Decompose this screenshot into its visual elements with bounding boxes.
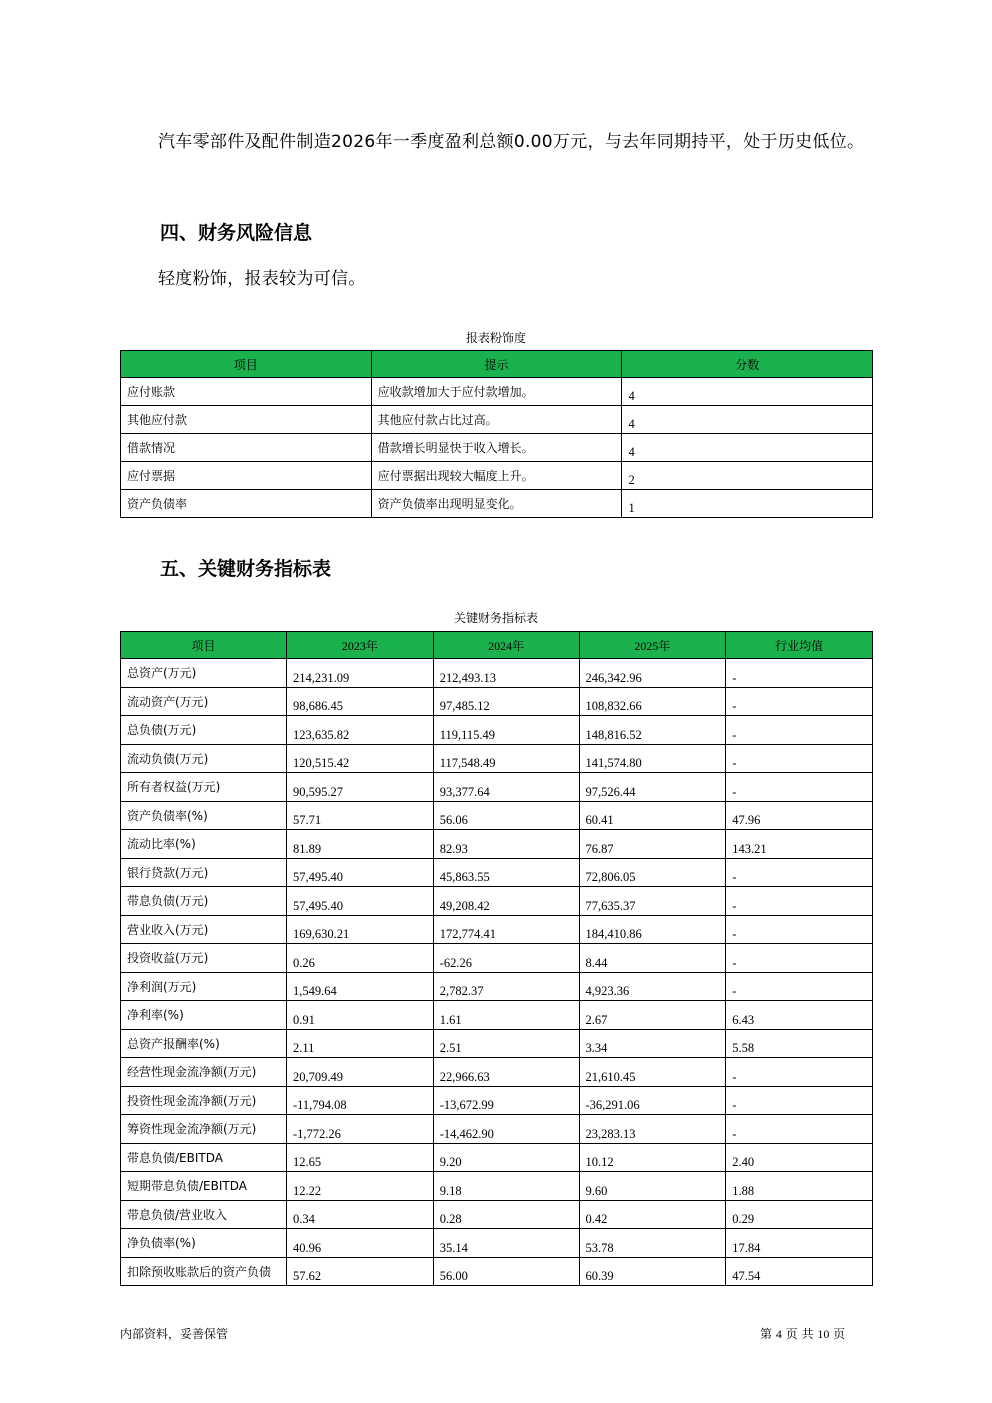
fin-cell-2023: 120,515.42: [286, 744, 433, 773]
fin-cell-2024: -13,672.99: [433, 1086, 579, 1115]
fin-cell-item: 资产负债率(%): [121, 801, 287, 830]
fin-cell-2023: 57.71: [286, 801, 433, 830]
fin-cell-item: 净利率(%): [121, 1001, 287, 1030]
fin-cell-2025: 9.60: [579, 1172, 726, 1201]
fin-cell-2023: 12.65: [286, 1143, 433, 1172]
fin-cell-2023: 20,709.49: [286, 1058, 433, 1087]
fin-cell-2024: 212,493.13: [433, 659, 579, 688]
fin-header-2025: 2025年: [579, 632, 726, 659]
page-current: 4: [775, 1327, 782, 1341]
fin-cell-2025: 72,806.05: [579, 858, 726, 887]
fin-cell-2023: 0.26: [286, 944, 433, 973]
fin-cell-2024: 9.18: [433, 1172, 579, 1201]
risk-cell-score: 2: [622, 462, 873, 490]
table-row: [121, 773, 873, 802]
fin-cell-2024: 2.51: [433, 1029, 579, 1058]
risk-header-score: 分数: [622, 351, 873, 378]
table-row: [121, 1143, 873, 1172]
fin-cell-2024: 45,863.55: [433, 858, 579, 887]
fin-cell-2023: 2.11: [286, 1029, 433, 1058]
risk-cell-score: 4: [622, 378, 873, 406]
section5-heading: 五、关键财务指标表: [160, 558, 332, 580]
fin-cell-industry-avg: 6.43: [726, 1001, 873, 1030]
fin-cell-2025: 8.44: [579, 944, 726, 973]
fin-cell-item: 带息负债/EBITDA: [121, 1143, 287, 1172]
fin-cell-item: 流动资产(万元): [121, 687, 287, 716]
risk-header-hint: 提示: [371, 351, 622, 378]
risk-cell-item: 应付账款: [121, 378, 372, 406]
fin-header-item: 项目: [121, 632, 287, 659]
fin-table-header-row: [121, 632, 873, 659]
fin-cell-2024: -62.26: [433, 944, 579, 973]
fin-cell-2024: 82.93: [433, 830, 579, 859]
fin-cell-industry-avg: 2.40: [726, 1143, 873, 1172]
fin-cell-2025: 0.42: [579, 1200, 726, 1229]
fin-cell-2025: 4,923.36: [579, 972, 726, 1001]
risk-cell-hint: 其他应付款占比过高。: [371, 406, 622, 434]
fin-cell-2025: 246,342.96: [579, 659, 726, 688]
fin-cell-industry-avg: 5.58: [726, 1029, 873, 1058]
table-row: [121, 858, 873, 887]
fin-cell-2023: 1,549.64: [286, 972, 433, 1001]
fin-cell-2023: 169,630.21: [286, 915, 433, 944]
fin-cell-industry-avg: -: [726, 944, 873, 973]
fin-cell-2024: -14,462.90: [433, 1115, 579, 1144]
table-row: [121, 744, 873, 773]
fin-cell-item: 银行贷款(万元): [121, 858, 287, 887]
fin-cell-item: 流动比率(%): [121, 830, 287, 859]
section4-heading: 四、财务风险信息: [160, 222, 313, 244]
fin-cell-item: 净利润(万元): [121, 972, 287, 1001]
fin-cell-2024: 172,774.41: [433, 915, 579, 944]
table-row: [121, 659, 873, 688]
intro-paragraph: 汽车零部件及配件制造2026年一季度盈利总额0.00万元，与去年同期持平，处于历史低位。: [158, 132, 865, 152]
fin-cell-2025: 3.34: [579, 1029, 726, 1058]
fin-cell-2025: 148,816.52: [579, 716, 726, 745]
fin-cell-item: 投资收益(万元): [121, 944, 287, 973]
fin-cell-industry-avg: 1.88: [726, 1172, 873, 1201]
fin-cell-2024: 93,377.64: [433, 773, 579, 802]
fin-cell-2024: 56.00: [433, 1257, 579, 1286]
fin-cell-2023: 0.91: [286, 1001, 433, 1030]
fin-cell-item: 总资产报酬率(%): [121, 1029, 287, 1058]
table-row: [121, 915, 873, 944]
table-row: [121, 1172, 873, 1201]
table-row: [121, 434, 873, 462]
fin-cell-2025: 21,610.45: [579, 1058, 726, 1087]
fin-cell-2025: 97,526.44: [579, 773, 726, 802]
fin-cell-2023: 98,686.45: [286, 687, 433, 716]
page-total: 10: [817, 1327, 830, 1341]
fin-cell-item: 营业收入(万元): [121, 915, 287, 944]
risk-cell-score: 4: [622, 406, 873, 434]
risk-table: [120, 350, 873, 518]
fin-cell-item: 投资性现金流净额(万元): [121, 1086, 287, 1115]
fin-cell-industry-avg: -: [726, 1086, 873, 1115]
fin-cell-industry-avg: -: [726, 972, 873, 1001]
risk-cell-score: 1: [622, 490, 873, 518]
fin-table-body: [121, 659, 873, 1286]
fin-cell-item: 扣除预收账款后的资产负债: [121, 1257, 287, 1286]
risk-cell-hint: 应收款增加大于应付款增加。: [371, 378, 622, 406]
fin-cell-2025: 108,832.66: [579, 687, 726, 716]
fin-cell-2024: 22,966.63: [433, 1058, 579, 1087]
table-row: [121, 1229, 873, 1258]
fin-header-industry-avg: 行业均值: [726, 632, 873, 659]
risk-header-item: 项目: [121, 351, 372, 378]
risk-cell-item: 资产负债率: [121, 490, 372, 518]
fin-cell-item: 带息负债(万元): [121, 887, 287, 916]
fin-cell-2025: 53.78: [579, 1229, 726, 1258]
table-row: [121, 1001, 873, 1030]
table-row: [121, 1058, 873, 1087]
risk-cell-hint: 借款增长明显快于收入增长。: [371, 434, 622, 462]
fin-cell-2025: 10.12: [579, 1143, 726, 1172]
table-row: [121, 1115, 873, 1144]
risk-table-header-row: [121, 351, 873, 378]
fin-cell-industry-avg: -: [726, 659, 873, 688]
fin-cell-item: 带息负债/营业收入: [121, 1200, 287, 1229]
fin-cell-item: 净负债率(%): [121, 1229, 287, 1258]
fin-cell-2024: 56.06: [433, 801, 579, 830]
table-row: [121, 687, 873, 716]
fin-cell-2024: 97,485.12: [433, 687, 579, 716]
table-row: [121, 1086, 873, 1115]
table-row: [121, 490, 873, 518]
fin-cell-2024: 0.28: [433, 1200, 579, 1229]
risk-cell-hint: 应付票据出现较大幅度上升。: [371, 462, 622, 490]
fin-cell-2025: 77,635.37: [579, 887, 726, 916]
table-row: [121, 1257, 873, 1286]
table-row: [121, 716, 873, 745]
fin-cell-item: 总资产(万元): [121, 659, 287, 688]
fin-table-caption: 关键财务指标表: [453, 611, 538, 625]
fin-cell-2025: 2.67: [579, 1001, 726, 1030]
fin-cell-2025: 23,283.13: [579, 1115, 726, 1144]
fin-cell-2023: 12.22: [286, 1172, 433, 1201]
fin-cell-2023: 57.62: [286, 1257, 433, 1286]
fin-cell-industry-avg: -: [726, 687, 873, 716]
fin-cell-2023: 40.96: [286, 1229, 433, 1258]
table-row: [121, 1200, 873, 1229]
fin-cell-industry-avg: 143.21: [726, 830, 873, 859]
fin-cell-item: 短期带息负债/EBITDA: [121, 1172, 287, 1201]
fin-cell-2024: 49,208.42: [433, 887, 579, 916]
fin-cell-industry-avg: -: [726, 887, 873, 916]
section4-summary: 轻度粉饰，报表较为可信。: [158, 269, 366, 289]
table-row: [121, 830, 873, 859]
fin-cell-item: 流动负债(万元): [121, 744, 287, 773]
fin-cell-2023: 90,595.27: [286, 773, 433, 802]
fin-cell-2024: 9.20: [433, 1143, 579, 1172]
fin-cell-2024: 119,115.49: [433, 716, 579, 745]
table-row: [121, 378, 873, 406]
fin-cell-2024: 35.14: [433, 1229, 579, 1258]
risk-cell-item: 应付票据: [121, 462, 372, 490]
risk-cell-score: 4: [622, 434, 873, 462]
fin-cell-item: 经营性现金流净额(万元): [121, 1058, 287, 1087]
fin-cell-2023: -1,772.26: [286, 1115, 433, 1144]
page-prefix: 第: [760, 1327, 773, 1341]
fin-cell-2024: 2,782.37: [433, 972, 579, 1001]
table-row: [121, 944, 873, 973]
table-row: [121, 887, 873, 916]
page-suffix: 页: [833, 1327, 846, 1341]
fin-cell-2023: 123,635.82: [286, 716, 433, 745]
risk-table-body: [121, 378, 873, 518]
fin-header-2024: 2024年: [433, 632, 579, 659]
fin-cell-2023: -11,794.08: [286, 1086, 433, 1115]
fin-cell-industry-avg: -: [726, 1115, 873, 1144]
fin-cell-industry-avg: -: [726, 915, 873, 944]
risk-cell-item: 借款情况: [121, 434, 372, 462]
fin-cell-2025: 184,410.86: [579, 915, 726, 944]
fin-cell-2023: 57,495.40: [286, 858, 433, 887]
fin-cell-2023: 57,495.40: [286, 887, 433, 916]
fin-cell-industry-avg: -: [726, 773, 873, 802]
risk-table-caption: 报表粉饰度: [465, 331, 526, 345]
fin-cell-2025: 60.39: [579, 1257, 726, 1286]
table-row: [121, 406, 873, 434]
fin-cell-item: 总负债(万元): [121, 716, 287, 745]
risk-cell-hint: 资产负债率出现明显变化。: [371, 490, 622, 518]
fin-cell-industry-avg: 47.54: [726, 1257, 873, 1286]
fin-cell-2025: -36,291.06: [579, 1086, 726, 1115]
fin-cell-2025: 76.87: [579, 830, 726, 859]
fin-cell-item: 筹资性现金流净额(万元): [121, 1115, 287, 1144]
fin-cell-industry-avg: 17.84: [726, 1229, 873, 1258]
fin-cell-2024: 1.61: [433, 1001, 579, 1030]
table-row: [121, 972, 873, 1001]
fin-cell-industry-avg: -: [726, 858, 873, 887]
fin-cell-2025: 60.41: [579, 801, 726, 830]
footer-confidential-note: 内部资料，妥善保管: [120, 1327, 229, 1341]
fin-cell-2025: 141,574.80: [579, 744, 726, 773]
financial-indicators-table: [120, 631, 873, 1286]
fin-cell-industry-avg: 47.96: [726, 801, 873, 830]
fin-cell-item: 所有者权益(万元): [121, 773, 287, 802]
fin-cell-2023: 214,231.09: [286, 659, 433, 688]
fin-cell-2023: 0.34: [286, 1200, 433, 1229]
fin-cell-industry-avg: -: [726, 1058, 873, 1087]
table-row: [121, 801, 873, 830]
fin-cell-industry-avg: -: [726, 744, 873, 773]
risk-cell-item: 其他应付款: [121, 406, 372, 434]
fin-cell-industry-avg: 0.29: [726, 1200, 873, 1229]
fin-cell-2024: 117,548.49: [433, 744, 579, 773]
page-mid: 页 共: [785, 1327, 814, 1341]
table-row: [121, 1029, 873, 1058]
fin-cell-2023: 81.89: [286, 830, 433, 859]
fin-cell-industry-avg: -: [726, 716, 873, 745]
fin-header-2023: 2023年: [286, 632, 433, 659]
footer-page-number: [760, 1325, 845, 1342]
table-row: [121, 462, 873, 490]
